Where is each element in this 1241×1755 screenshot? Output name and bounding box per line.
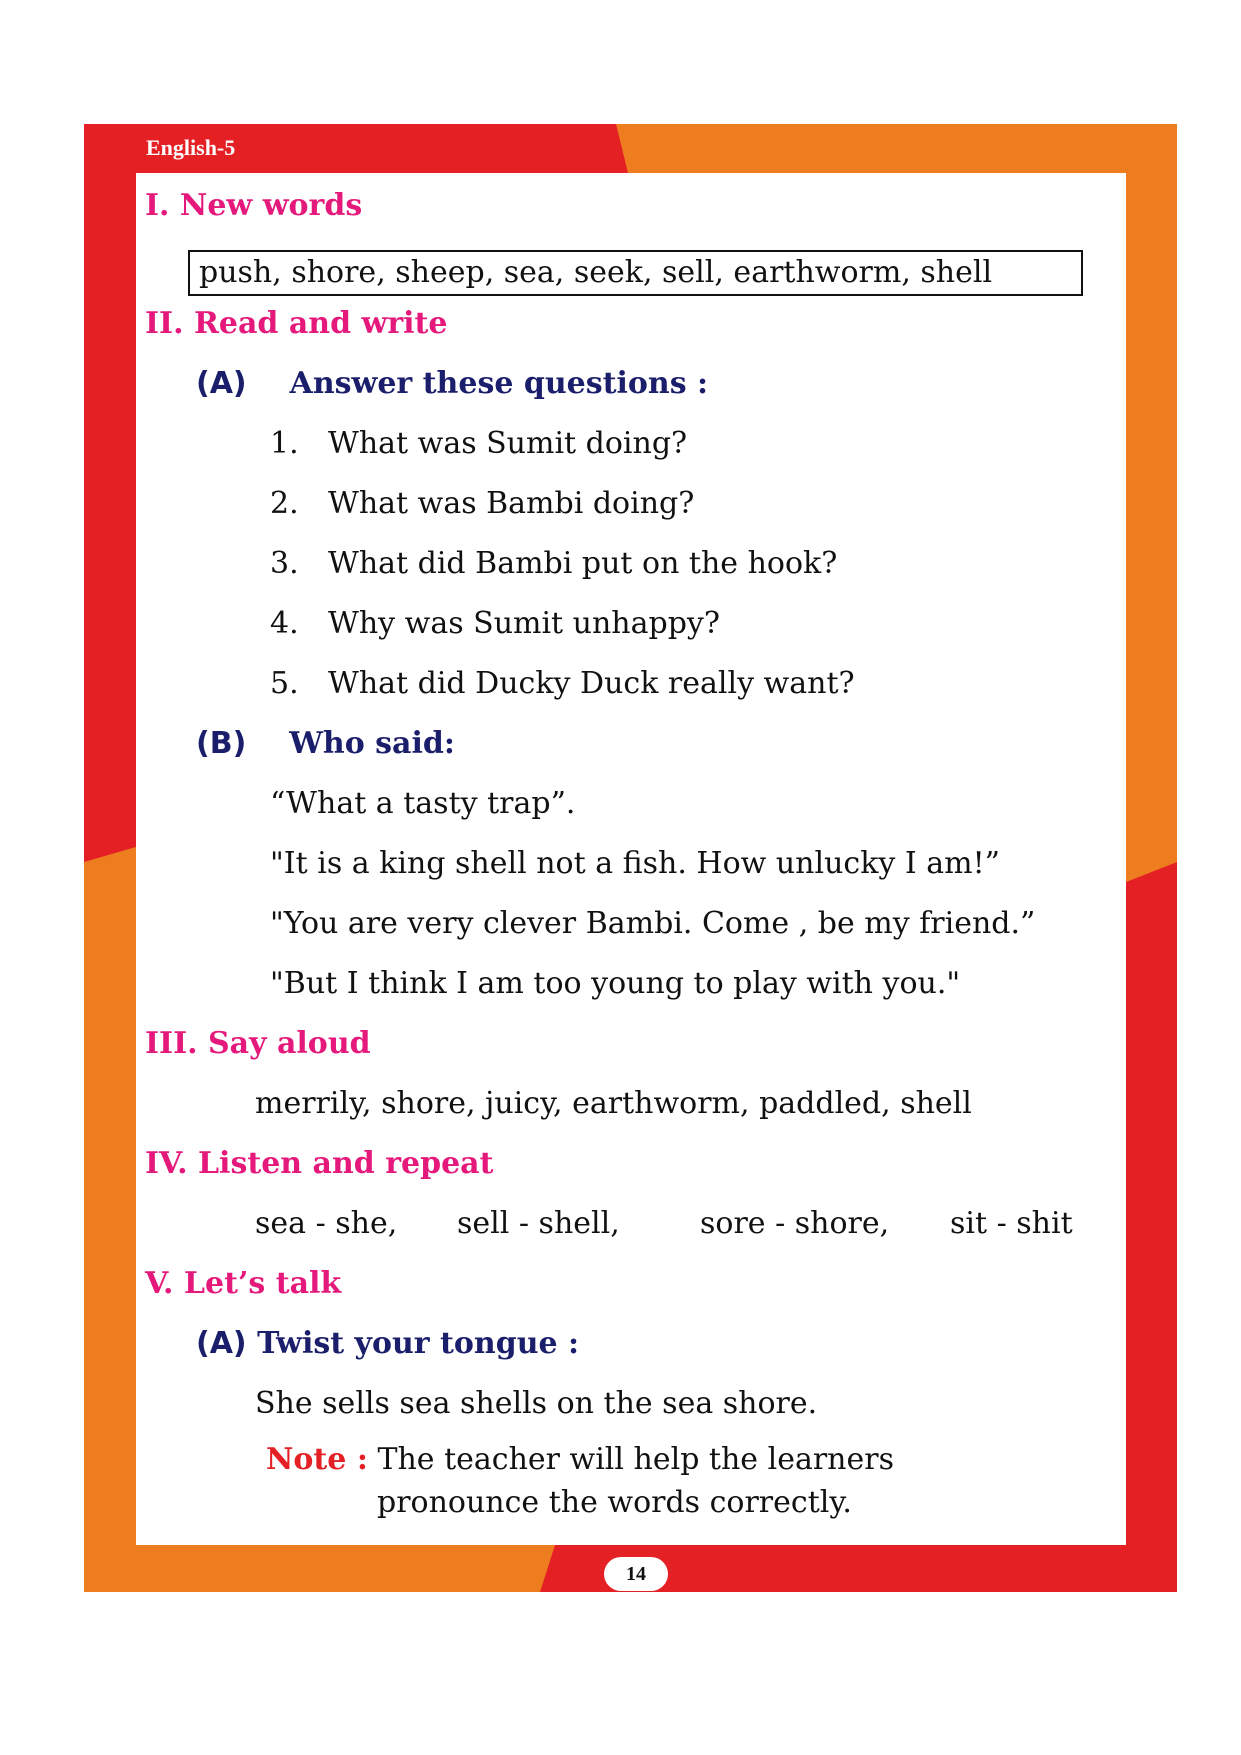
question-item: 4. Why was Sumit unhappy? xyxy=(270,606,720,641)
heading-say-aloud: III. Say aloud xyxy=(145,1026,371,1061)
question-item: 5. What did Ducky Duck really want? xyxy=(270,666,855,701)
talk-part-a-label: (A) xyxy=(196,1326,247,1361)
note-label: Note : xyxy=(266,1442,368,1477)
heading-listen-and-repeat: IV. Listen and repeat xyxy=(145,1146,494,1181)
book-label: English-5 xyxy=(146,135,236,160)
word-pair: sore - shore, xyxy=(700,1206,890,1241)
say-aloud-words: merrily, shore, juicy, earthworm, paddled, shell xyxy=(255,1086,972,1121)
subheading-twist-your-tongue xyxy=(196,1326,579,1361)
question-item: 1. What was Sumit doing? xyxy=(270,426,688,461)
question-item: 3. What did Bambi put on the hook? xyxy=(270,546,838,581)
part-b-title: Who said: xyxy=(289,726,455,761)
part-a-title: Answer these questions : xyxy=(289,366,709,401)
part-a-label: (A) xyxy=(196,366,247,401)
frame-red-right xyxy=(1126,862,1177,1592)
quote-item: “What a tasty trap”. xyxy=(270,786,576,821)
subheading-who-said xyxy=(196,726,455,761)
note-line-2: pronounce the words correctly. xyxy=(377,1485,852,1520)
quote-item: "But I think I am too young to play with you." xyxy=(270,966,961,1001)
talk-part-a-title: Twist your tongue : xyxy=(257,1326,580,1361)
note-text-1: The teacher will help the learners xyxy=(377,1442,894,1477)
question-item: 2. What was Bambi doing? xyxy=(270,486,695,521)
heading-new-words: I. New words xyxy=(145,188,363,223)
note-line-1 xyxy=(266,1442,894,1477)
part-b-label: (B) xyxy=(196,726,247,761)
heading-read-and-write: II. Read and write xyxy=(145,306,448,341)
subheading-answer-questions xyxy=(196,366,708,401)
word-pair: sit - shit xyxy=(950,1206,1073,1241)
new-words-box: push, shore, sheep, sea, seek, sell, earthworm, shell xyxy=(188,250,1083,296)
heading-lets-talk: V. Let’s talk xyxy=(145,1266,342,1301)
tongue-twister-sentence: She sells sea shells on the sea shore. xyxy=(255,1386,818,1421)
page-number-badge: 14 xyxy=(604,1557,668,1591)
quote-item: "You are very clever Bambi. Come , be my friend.” xyxy=(270,906,1036,941)
quote-item: "It is a king shell not a fish. How unlucky I am!” xyxy=(270,846,1000,881)
word-pair: sea - she, xyxy=(255,1206,398,1241)
word-pair: sell - shell, xyxy=(457,1206,620,1241)
